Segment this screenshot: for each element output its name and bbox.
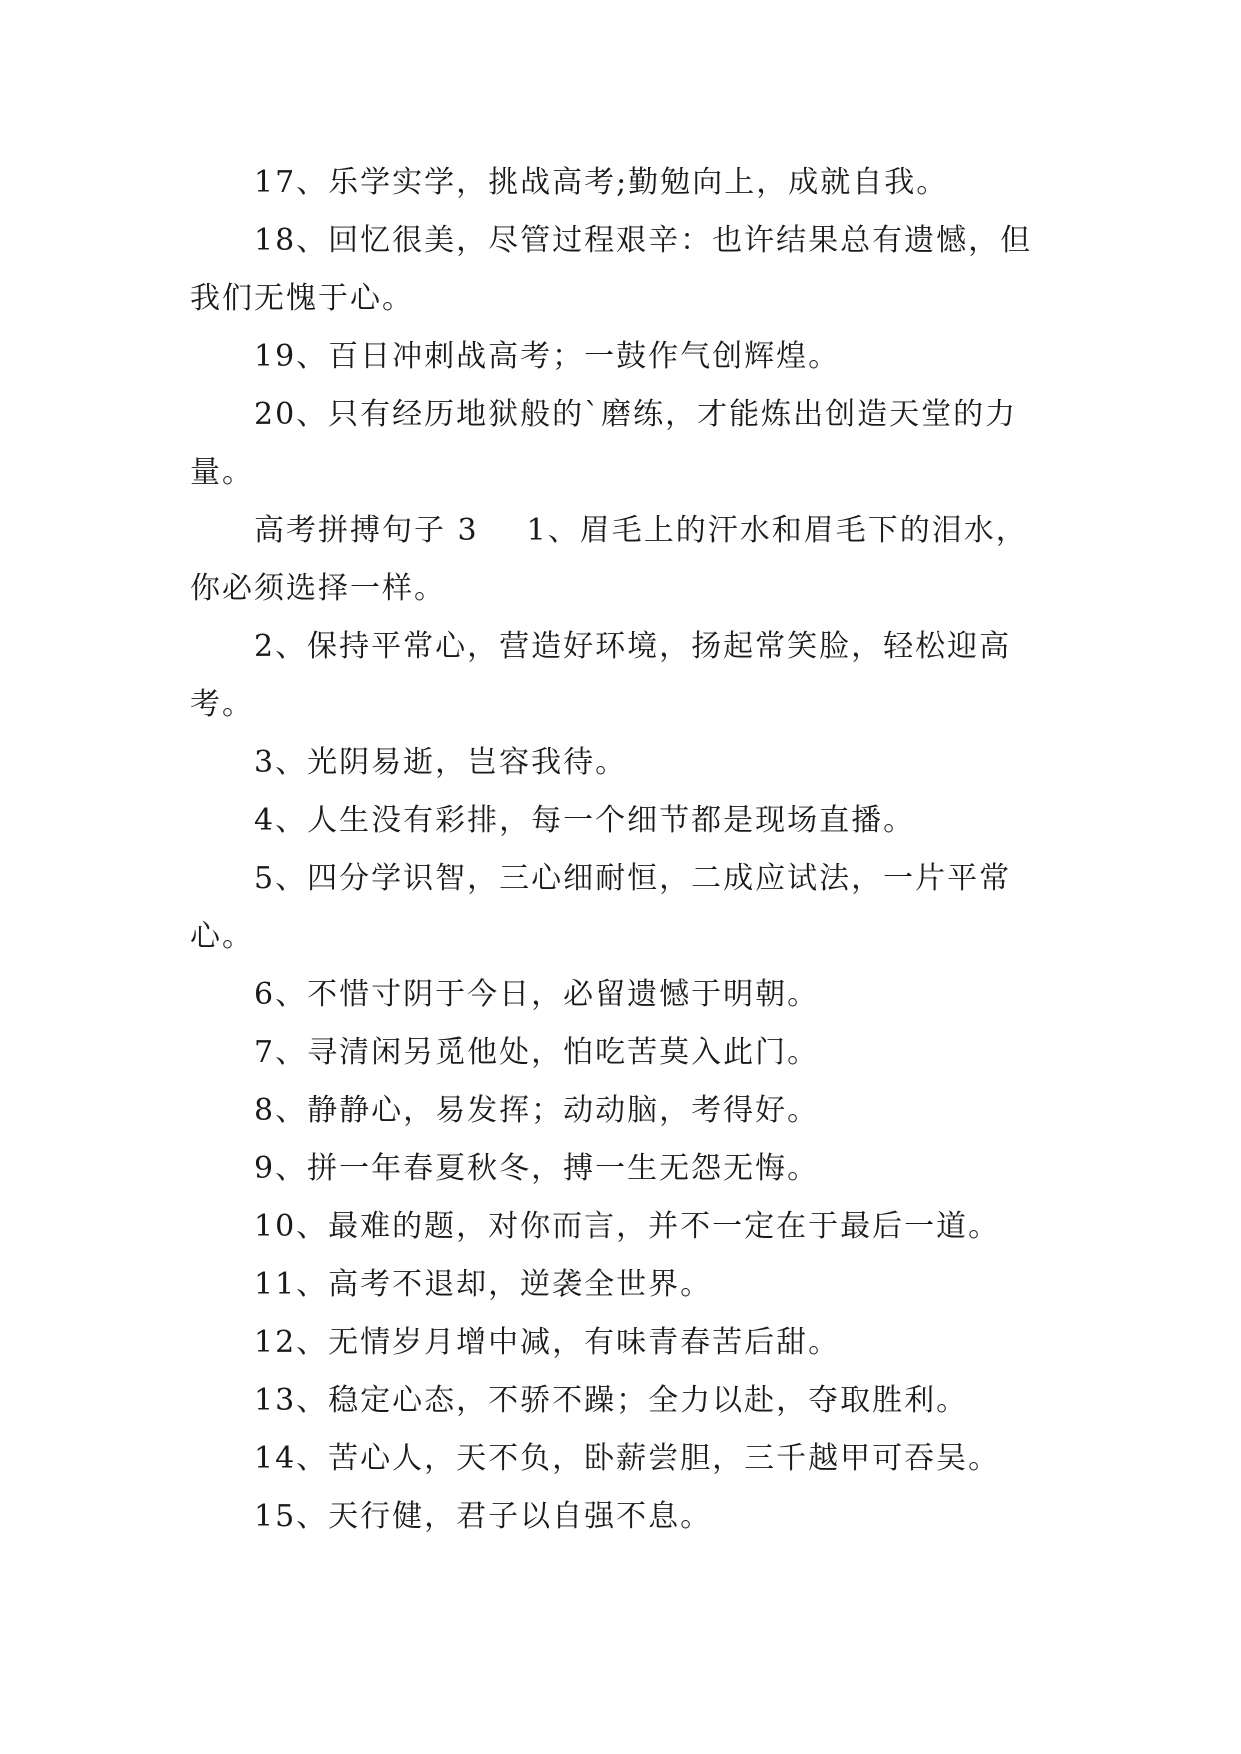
document-body [190,154,1050,1546]
paragraph-17: 17、乐学实学，挑战高考;勤勉向上，成就自我。 [254,165,949,200]
paragraph-20: 20、只有经历地狱般的`磨练，才能炼出创造天堂的力量。 [190,397,1018,490]
list-item: 4、人生没有彩排，每一个细节都是现场直播。 [254,803,916,838]
list-item: 3、光阴易逝，岂容我待。 [254,745,628,780]
list-item: 10、最难的题，对你而言，并不一定在于最后一道。 [254,1209,1001,1244]
paragraph-18: 18、回忆很美，尽管过程艰辛：也许结果总有遗憾，但我们无愧于心。 [190,223,1033,316]
list-item: 14、苦心人，天不负，卧薪尝胆，三千越甲可吞吴。 [254,1441,1001,1476]
section-first-item: 1、眉毛上的汗水和眉毛下的泪水，你必须选择一样。 [190,513,1028,606]
list-item: 15、天行健，君子以自强不息。 [254,1499,713,1534]
paragraph-19: 19、百日冲刺战高考；一鼓作气创辉煌。 [254,339,841,374]
list-item: 11、高考不退却，逆袭全世界。 [254,1267,713,1302]
list-item: 2、保持平常心，营造好环境，扬起常笑脸，轻松迎高考。 [190,629,1012,722]
list-item: 7、寻清闲另觅他处，怕吃苦莫入此门。 [254,1035,820,1070]
list-item: 5、四分学识智，三心细耐恒，二成应试法，一片平常心。 [190,861,1012,954]
list-item: 8、静静心，易发挥；动动脑，考得好。 [254,1093,820,1128]
section-heading-paragraph [190,502,1050,618]
section-heading: 高考拼搏句子 3 [254,513,479,548]
list-item: 12、无情岁月增中减，有味青春苦后甜。 [254,1325,841,1360]
list-item: 6、不惜寸阴于今日，必留遗憾于明朝。 [254,977,820,1012]
list-item: 13、稳定心态，不骄不躁；全力以赴，夺取胜利。 [254,1383,969,1418]
list-item: 9、拼一年春夏秋冬，搏一生无怨无悔。 [254,1151,820,1186]
